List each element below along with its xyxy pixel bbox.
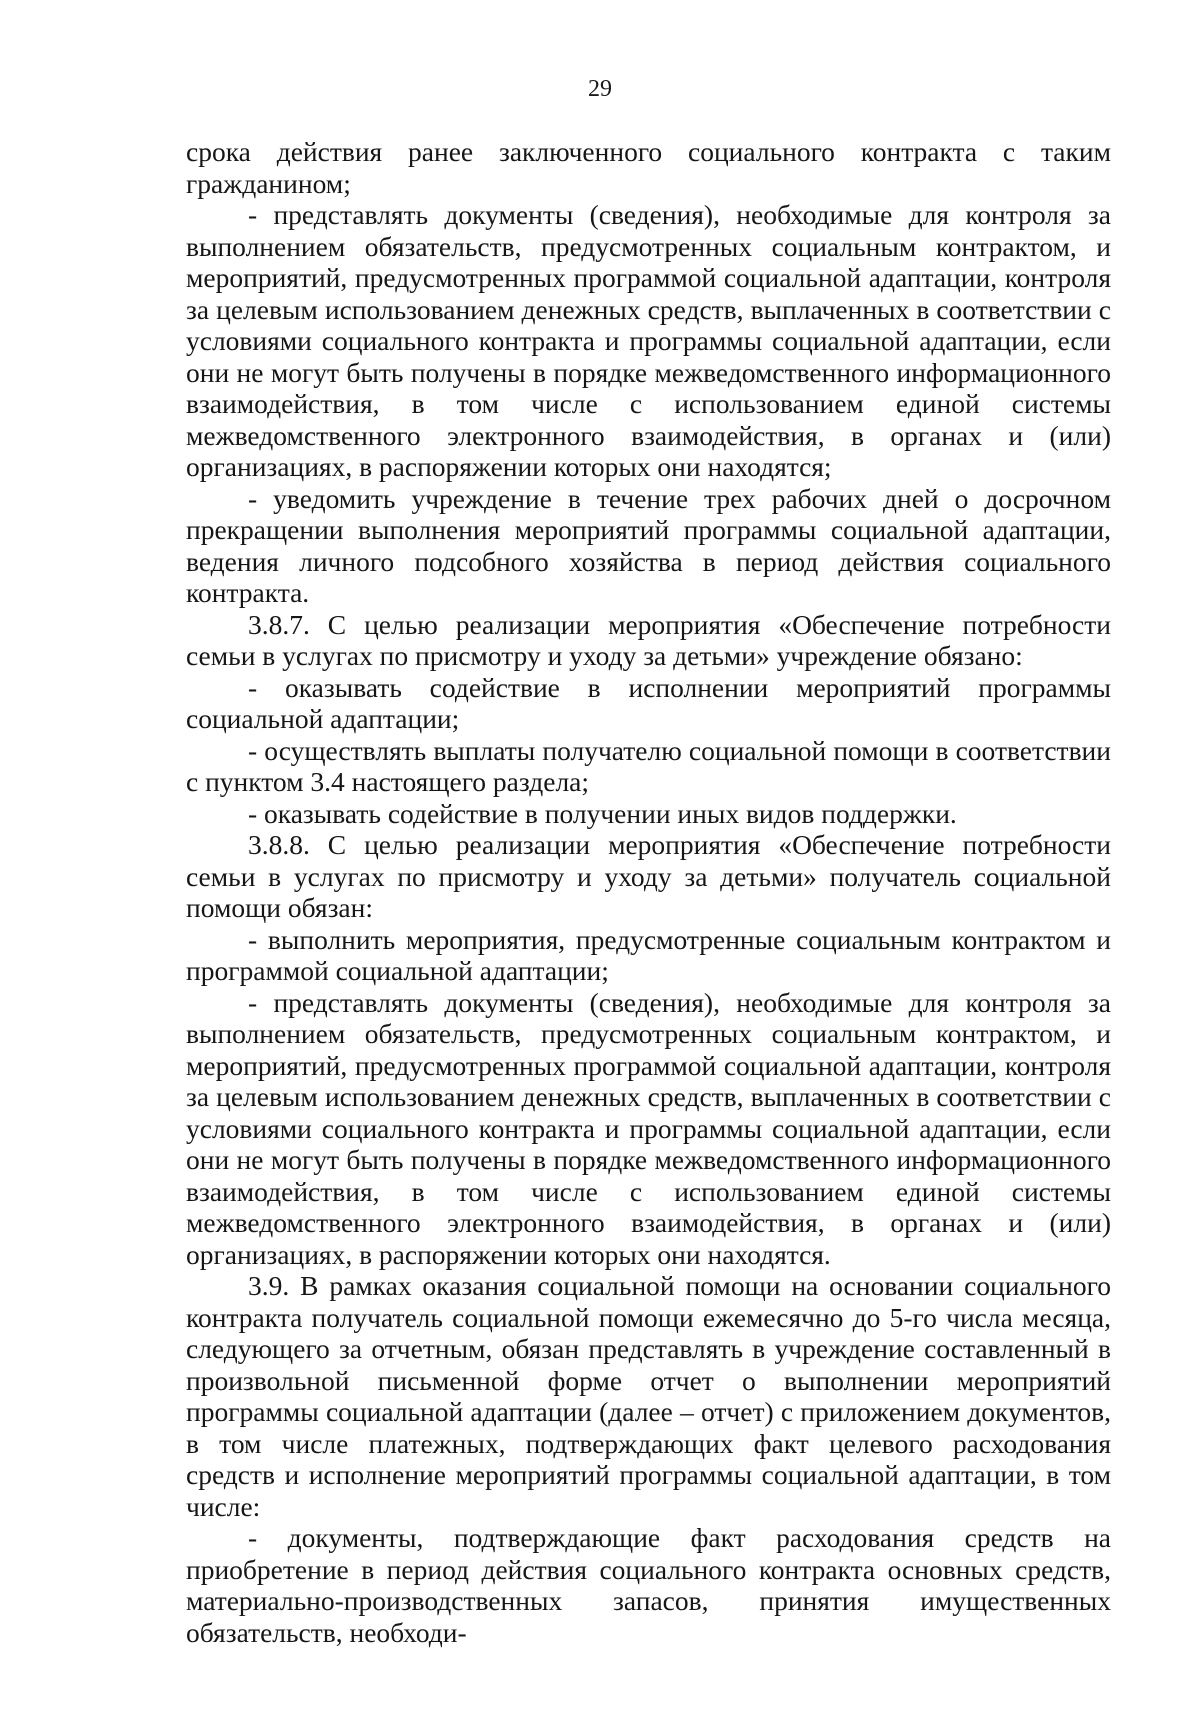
paragraph-6: - осуществлять выплаты получателю социальной помощи в соответствии с пунктом 3.4 настоящего раздела; [186, 734, 1111, 797]
paragraph-4: 3.8.7. С целью реализации мероприятия «Обеспечение потребности семьи в услугах по присмотру и уходу за детьми» учреждение обязано: [186, 608, 1111, 671]
paragraph-12: - документы, подтверждающие факт расходования средств на приобретение в период действия социального контракта основных средств, материально-производственных запасов, принятия имущественных обязательств, необходи- [186, 1522, 1111, 1648]
paragraph-5: - оказывать содействие в исполнении мероприятий программы социальной адаптации; [186, 671, 1111, 734]
page-number: 29 [588, 76, 612, 102]
paragraph-3: - уведомить учреждение в течение трех рабочих дней о досрочном прекращении выполнения мероприятий программы социальной адаптации, ведения личного подсобного хозяйства в период действия социального контракта. [186, 482, 1111, 608]
paragraph-8: 3.8.8. С целью реализации мероприятия «Обеспечение потребности семьи в услугах по присмотру и уходу за детьми» получатель социальной помощи обязан: [186, 829, 1111, 923]
paragraph-11: 3.9. В рамках оказания социальной помощи на основании социального контракта получатель социальной помощи ежемесячно до 5-го числа месяца, следующего за отчетным, обязан представлять в учреждение составленный в произвольной письменной форме отчет о выполнении мероприятий программы социальной адаптации (далее – отчет) с приложением документов, в том числе платежных, подтверждающих факт целевого расходования средств и исполнение мероприятий программы социальной адаптации, в том числе: [186, 1270, 1111, 1522]
paragraph-7: - оказывать содействие в получении иных видов поддержки. [248, 797, 957, 829]
document-body [186, 136, 1111, 1648]
paragraph-1: срока действия ранее заключенного социального контракта с таким гражданином; [186, 136, 1111, 199]
paragraph-10: - представлять документы (сведения), необходимые для контроля за выполнением обязательств, предусмотренных социальным контрактом, и мероприятий, предусмотренных программой социальной адаптации, контроля за целевым использованием денежных средств, выплаченных в соответствии с условиями социального контракта и программы социальной адаптации, если они не могут быть получены в порядке межведомственного информационного взаимодействия, в том числе с использованием единой системы межведомственного электронного взаимодействия, в органах и (или) организациях, в распоряжении которых они находятся. [186, 986, 1111, 1270]
paragraph-9: - выполнить мероприятия, предусмотренные социальным контрактом и программой социальной адаптации; [186, 923, 1111, 986]
paragraph-2: - представлять документы (сведения), необходимые для контроля за выполнением обязательств, предусмотренных социальным контрактом, и мероприятий, предусмотренных программой социальной адаптации, контроля за целевым использованием денежных средств, выплаченных в соответствии с условиями социального контракта и программы социальной адаптации, если они не могут быть получены в порядке межведомственного информационного взаимодействия, в том числе с использованием единой системы межведомственного электронного взаимодействия, в органах и (или) организациях, в распоряжении которых они находятся; [186, 199, 1111, 482]
